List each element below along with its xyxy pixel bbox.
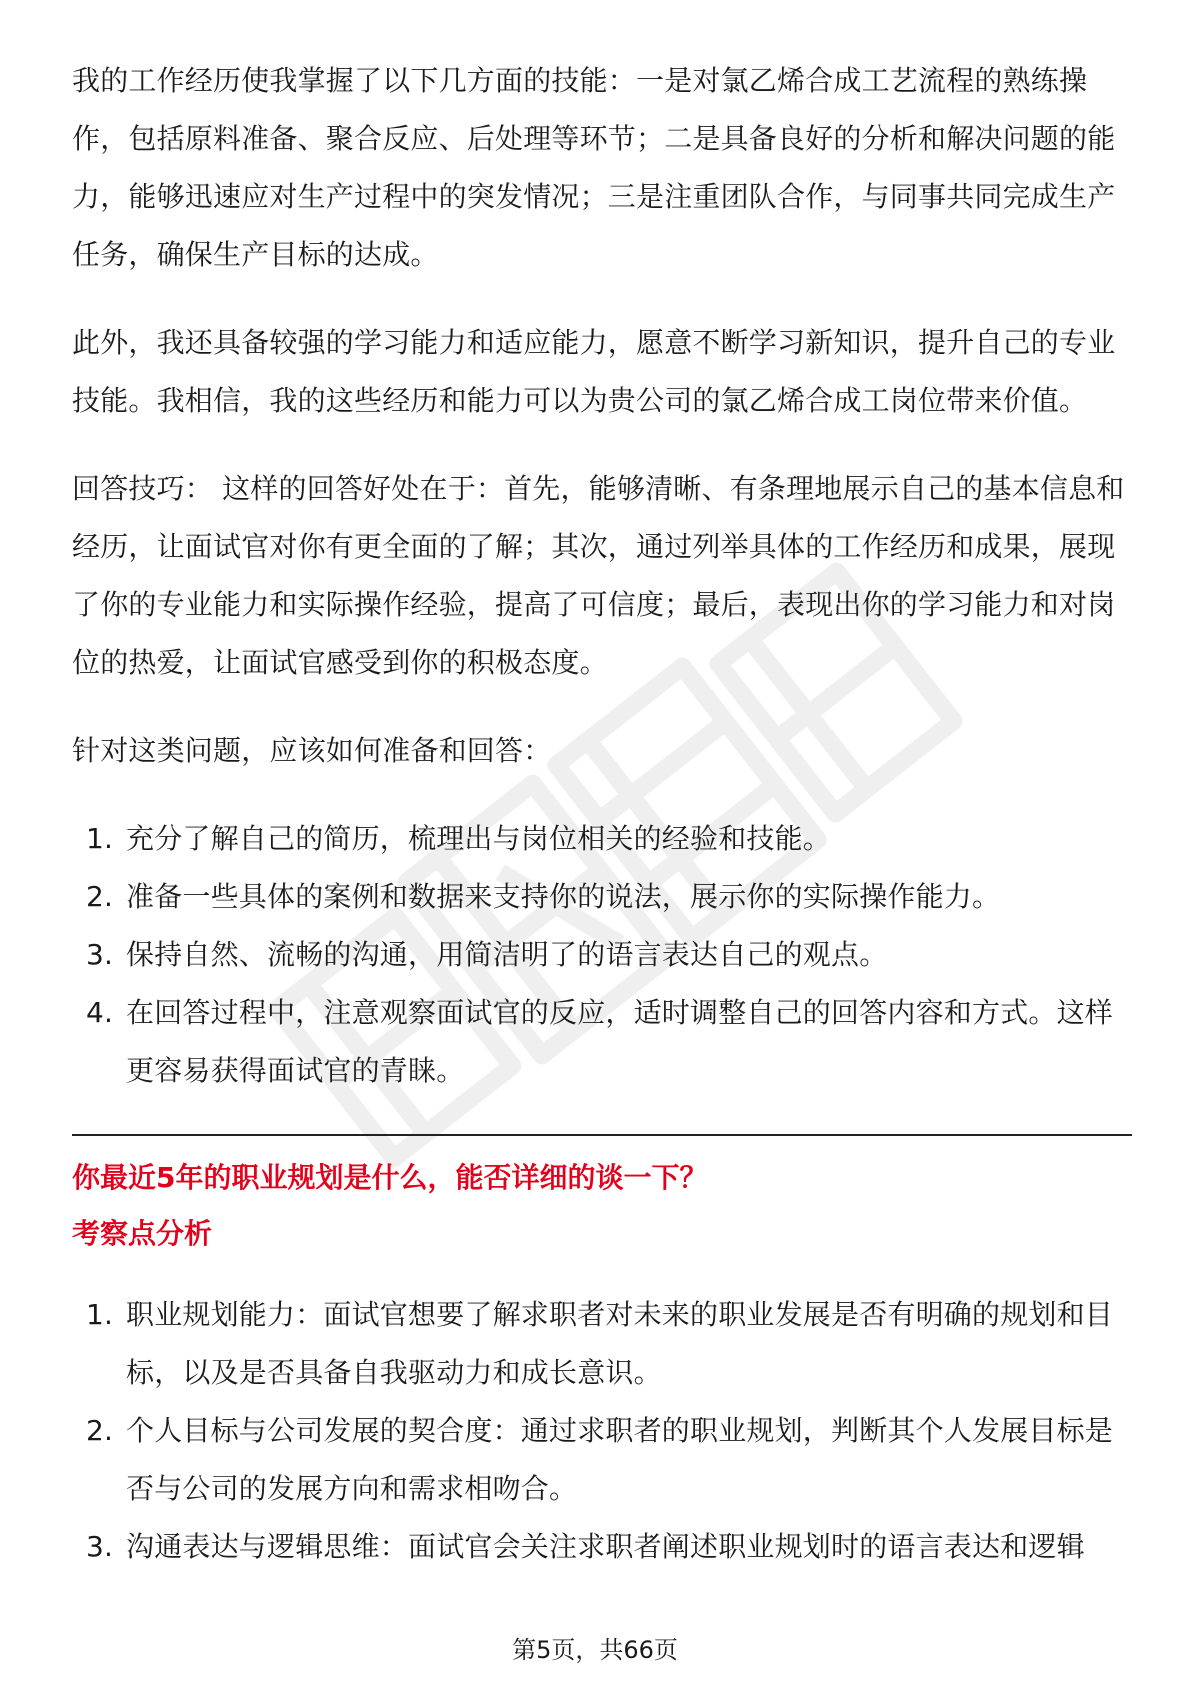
list-item: 1. 充分了解自己的简历，梳理出与岗位相关的经验和技能。 [86, 822, 832, 855]
paragraph-prep-intro: 针对这类问题，应该如何准备和回答： [72, 734, 552, 767]
list-item: 4. 在回答过程中，注意观察面试官的反应，适时调整自己的回答内容和方式。这样更容易获得面试官的青睐。 [86, 996, 1114, 1087]
analysis-heading: 考察点分析 [72, 1217, 213, 1250]
prep-list [72, 810, 1132, 1100]
paragraph-learning: 此外，我还具备较强的学习能力和适应能力，愿意不断学习新知识，提升自己的专业技能。我相信，我的这些经历和能力可以为贵公司的氯乙烯合成工岗位带来价值。 [72, 326, 1116, 417]
page-footer: 第5页，共66页 [512, 1636, 678, 1664]
list-item: 2. 个人目标与公司发展的契合度：通过求职者的职业规划，判断其个人发展目标是否与公司的发展方向和需求相吻合。 [86, 1414, 1114, 1505]
list-item: 1. 职业规划能力：面试官想要了解求职者对未来的职业发展是否有明确的规划和目标，以及是否具备自我驱动力和成长意识。 [86, 1298, 1114, 1389]
list-item: 3. 沟通表达与逻辑思维：面试官会关注求职者阐述职业规划时的语言表达和逻辑 [86, 1530, 1085, 1563]
paragraph-skills: 我的工作经历使我掌握了以下几方面的技能：一是对氯乙烯合成工艺流程的熟练操作，包括原料准备、聚合反应、后处理等环节；二是具备良好的分析和解决问题的能力，能够迅速应对生产过程中的突发情况；三是注重团队合作，与同事共同完成生产任务，确保生产目标的达成。 [72, 64, 1116, 271]
list-item: 2. 准备一些具体的案例和数据来支持你的说法，展示你的实际操作能力。 [86, 880, 1001, 913]
question-heading: 你最近5年的职业规划是什么，能否详细的谈一下？ [72, 1161, 708, 1194]
paragraph-answer-tips: 回答技巧： 这样的回答好处在于：首先，能够清晰、有条理地展示自己的基本信息和经历，让面试官对你有更全面的了解；其次，通过列举具体的工作经历和成果，展现了你的专业能力和实际操作经验，提高了可信度；最后，表现出你的学习能力和对岗位的热爱，让面试官感受到你的积极态度。 [72, 472, 1125, 679]
analysis-list [72, 1286, 1132, 1576]
list-item: 3. 保持自然、流畅的沟通，用简洁明了的语言表达自己的观点。 [86, 938, 888, 971]
document-body [72, 52, 1132, 1576]
section-divider [72, 1134, 1132, 1136]
